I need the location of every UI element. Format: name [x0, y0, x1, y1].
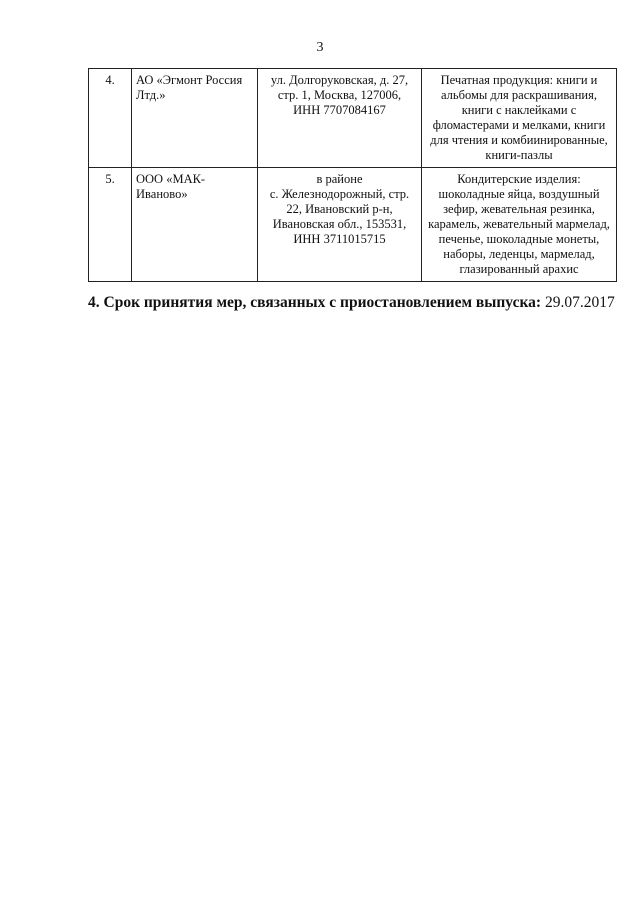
product-line: шоколадные яйца, воздушный: [438, 187, 600, 201]
address-line: Ивановская обл., 153531,: [272, 217, 407, 231]
row-number: 4.: [89, 69, 132, 168]
product-description: [422, 168, 617, 282]
product-line: книги-пазлы: [485, 148, 553, 162]
table-row: [89, 69, 617, 168]
address-line: в районе: [316, 172, 363, 186]
product-line: зефир, жевательная резинка,: [443, 202, 595, 216]
product-description: [422, 69, 617, 168]
company-name-line: ООО «МАК-: [136, 172, 206, 186]
company-name: [132, 69, 258, 168]
product-line: для чтения и комбиинированные,: [430, 133, 608, 147]
product-line: наборы, леденцы, мармелад,: [443, 247, 595, 261]
address-line: ИНН 3711015715: [293, 232, 386, 246]
deadline-date: 29.07.2017: [544, 294, 615, 311]
company-name-line: Иваново»: [136, 187, 188, 201]
company-address: [258, 168, 422, 282]
companies-table: [88, 68, 617, 282]
product-line: альбомы для раскрашивания,: [441, 88, 597, 102]
company-address: [258, 69, 422, 168]
company-name-line: Лтд.»: [136, 88, 166, 102]
product-line: Кондитерские изделия:: [457, 172, 581, 186]
address-line: с. Железнодорожный, стр.: [269, 187, 410, 201]
product-line: книги с наклейками с: [461, 103, 577, 117]
address-line: ул. Долгоруковская, д. 27,: [270, 73, 409, 87]
row-number: 5.: [89, 168, 132, 282]
product-line: глазированный арахис: [459, 262, 579, 276]
product-line: фломастерами и мелками, книги: [432, 118, 606, 132]
suspension-deadline: [88, 294, 618, 312]
page-number: 3: [316, 40, 324, 55]
product-line: Печатная продукция: книги и: [440, 73, 598, 87]
address-line: стр. 1, Москва, 127006,: [277, 88, 402, 102]
address-line: 22, Ивановский р-н,: [286, 202, 393, 216]
company-name-line: АО «Эгмонт Россия: [136, 73, 243, 87]
deadline-label: 4. Срок принятия мер, связанных с приостановлением выпуска:: [88, 294, 542, 311]
company-name: [132, 168, 258, 282]
address-line: ИНН 7707084167: [293, 103, 386, 117]
product-line: печенье, шоколадные монеты,: [438, 232, 600, 246]
product-line: карамель, жевательный мармелад,: [428, 217, 610, 231]
table-row: [89, 168, 617, 282]
